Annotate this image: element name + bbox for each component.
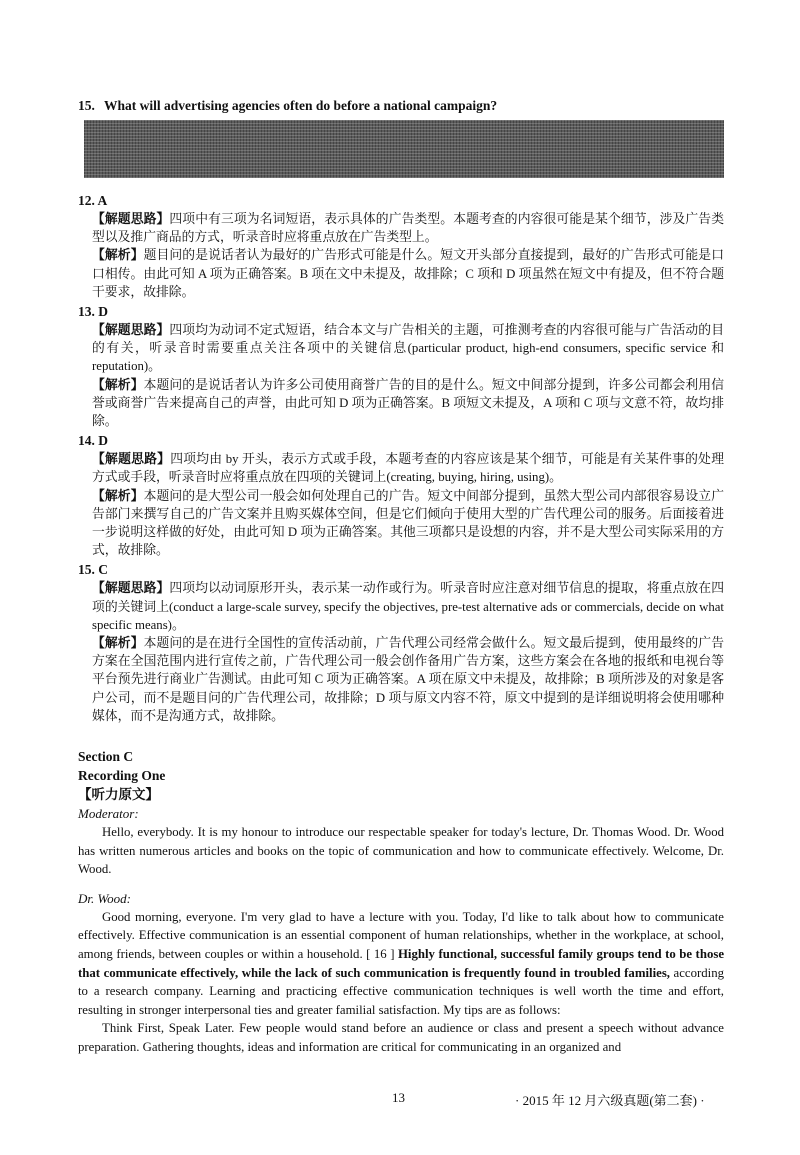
wood-paragraph-2: Think First, Speak Later. Few people would stand before an audience or class and present a speech without advance preparation. Gathering thoughts, ideas and information are critical for communicating in an organized and — [78, 1021, 724, 1055]
question-number: 15. — [78, 98, 95, 113]
transcript-key-sentence: Highly functional, successful family groups tend to be those that communicate effectively, while the lack of such communication is frequently found in troubled families, — [78, 947, 724, 980]
redacted-answer-block — [84, 120, 724, 178]
answer-number: 13. D — [78, 304, 108, 320]
recording-title: Recording One — [78, 768, 166, 784]
explanation-tag: 【解题思路】 — [92, 212, 170, 226]
explanation-paragraph — [92, 579, 724, 634]
question-text: What will advertising agencies often do before a national campaign? — [104, 98, 498, 113]
question-15 — [78, 98, 724, 114]
explanation-text: 四项均由 by 开头，表示方式或手段，本题考查的内容应该是某个细节，可能是有关某件事的处理方式或手段，听录音时应将重点放在四项的关键词上(creating, buying, hiring, using)。 — [92, 452, 724, 485]
explanation-paragraph — [92, 321, 724, 376]
explanation-paragraph — [92, 376, 724, 431]
moderator-paragraph: Hello, everybody. It is my honour to introduce our respectable speaker for today's lecture, Dr. Thomas Wood. Dr. Wood has written numerous articles and books on the topic of communication and how to communicate effectively. Welcome, Dr. Wood. — [78, 825, 724, 877]
explanation-tag: 【解析】 — [92, 248, 144, 263]
answer-number: 14. D — [78, 433, 108, 449]
explanation-tag: 【解题思路】 — [92, 323, 170, 338]
page-number: 13 — [392, 1090, 405, 1105]
speaker-label-moderator: Moderator: — [78, 806, 139, 822]
transcript-text: Good morning, everyone. I'm very glad to have a lecture with you. Today, I'd like to talk about how to communicate effectively. Effective communication is an essential component of human relationships, whether in the workplace, at school, among friends, between couples or within a household. [ 16 ] — [78, 909, 724, 962]
answer-item — [78, 561, 724, 725]
explanation-paragraph — [92, 246, 724, 301]
explanation-paragraph — [92, 487, 724, 560]
transcript-heading: 【听力原文】 — [78, 787, 159, 803]
answer-item — [78, 192, 724, 301]
explanation-text: 本题问的是说话者认为许多公司使用商誉广告的目的是什么。短文中间部分提到，许多公司都会利用信誉或商誉广告来提高自己的声誉，由此可知 D 项为正确答案。B 项短文未提及，A 项和 C 项与文意不符，故均排除。 — [92, 377, 725, 429]
answer-item — [78, 432, 724, 559]
section-title: Section C — [78, 749, 134, 765]
answer-number: 15. C — [78, 562, 108, 578]
explanation-text: 四项均以动词原形开头，表示某一动作或行为。听录音时应注意对细节信息的提取，将重点放在四项的关键词上(conduct a large-scale survey, specify the objectives, pre-test alternative ads or commercials, decide on what specific means)。 — [92, 581, 725, 632]
explanation-text: 题目问的是说话者认为最好的广告形式可能是什么。短文开头部分直接提到，最好的广告形式可能是口口相传。由此可知 A 项为正确答案。B 项在文中未提及，故排除；C 项和 D 项虽然在短文中有提及，但不符合题干要求，故排除。 — [92, 248, 725, 299]
explanation-text: 四项中有三项为名词短语，表示具体的广告类型。本题考查的内容很可能是某个细节，涉及广告类型以及推广商品的方式，听录音时应将重点放在广告类型上。 — [92, 212, 725, 245]
explanation-tag: 【解析】 — [92, 488, 144, 503]
explanation-text: 四项均为动词不定式短语，结合本文与广告相关的主题，可推测考查的内容很可能与广告活动的目的有关，听录音时需要重点关注各项中的关键信息(particular product, high-end consumers, specific service 和 reputation)。 — [92, 323, 725, 374]
answer-number: 12. A — [78, 193, 108, 208]
explanation-tag: 【解析】 — [92, 636, 144, 651]
answer-explanations — [78, 192, 724, 725]
explanation-paragraph — [92, 210, 724, 246]
explanation-text: 本题问的是大型公司一般会如何处理自己的广告。短文中间部分提到，虽然大型公司内部很容易设立广告部门来撰写自己的广告文案并且购买媒体空间，但是它们倾向于使用大型的广告代理公司的服务。后面接着进一步说明这样做的好处，由此可知 D 项为正确答案。其他三项都只是设想的内容，并不是大型公司实际采用的方式，故排除。 — [92, 488, 725, 558]
source-label: · 2015 年 12 月六级真题(第二套) · — [515, 1093, 705, 1108]
page-content — [78, 98, 724, 1057]
explanation-tag: 【解析】 — [92, 377, 144, 392]
speaker-label-dr-wood: Dr. Wood: — [78, 890, 131, 906]
explanation-tag: 【解题思路】 — [92, 452, 171, 467]
explanation-tag: 【解题思路】 — [92, 581, 170, 596]
explanation-paragraph — [92, 450, 724, 486]
explanation-paragraph — [92, 634, 724, 725]
wood-paragraph-1 — [78, 908, 724, 1020]
transcript-text: according to a research company. Learning and practicing effective communication techniques is well worth the time and effort, resulting in stronger interpersonal ties and greater familial satisfaction. My tips are as follows: — [78, 965, 724, 1017]
explanation-text: 本题问的是在进行全国性的宣传活动前，广告代理公司经常会做什么。短文最后提到，使用最终的广告方案在全国范围内进行宣传之前，广告代理公司一般会创作备用广告方案，这些方案会在各地的报纸和电视台等平台预先进行商业广告测试。由此可知 C 项为正确答案。A 项在原文中未提及，故排除；B 项所涉及的对象是客户公司，而不是题目问的广告代理公司，故排除；D 项与原文内容不符，原文中提到的是详细说明将会使用哪种媒体，而不是沟通方式，故排除。 — [92, 636, 725, 723]
answer-item — [78, 303, 724, 430]
